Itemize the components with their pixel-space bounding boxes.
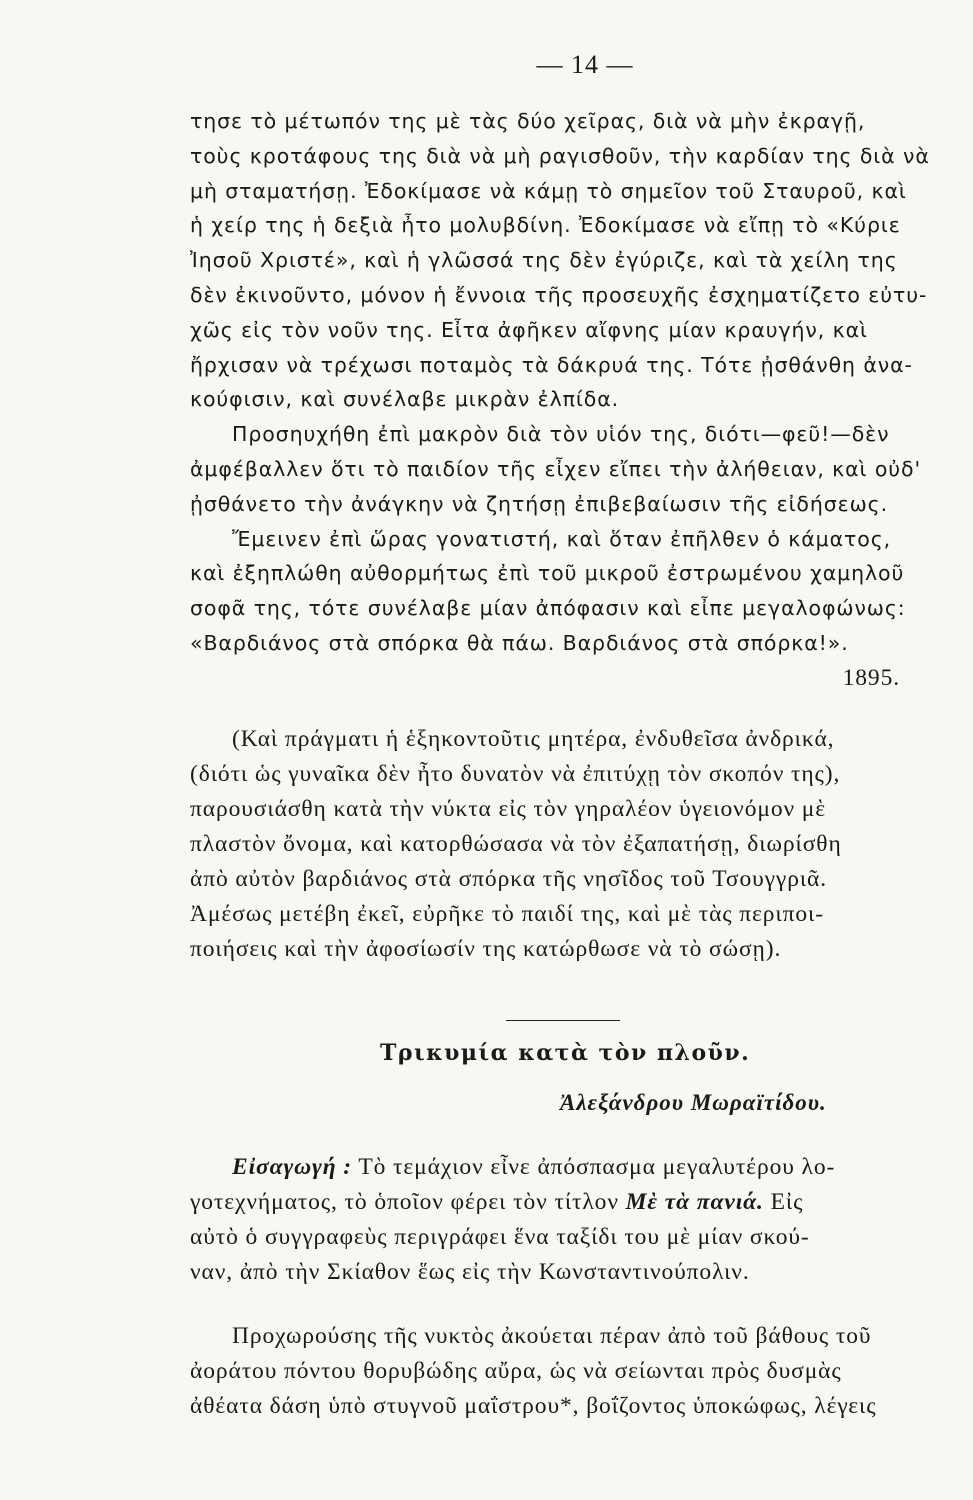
text-line: ἡ χείρ της ἡ δεξιὰ ἦτο μολυβδίνη. Ἐδοκίμασε νὰ εἴπῃ τὸ «Κύριε (190, 213, 901, 238)
text-line: Προχωρούσης τῆς νυκτὸς ἀκούεται πέραν ἀπὸ τοῦ βάθους τοῦ (232, 1323, 872, 1349)
editorial-note (190, 722, 962, 967)
text-line: παρουσιάσθη κατὰ τὴν νύκτα εἰς τὸν γηραλέον ὑγειονόμον μὲ (190, 796, 827, 822)
intro-text: γοτεχνήματος, τὸ ὁποῖον φέρει τὸν τίτλον (190, 1189, 626, 1215)
text-line: δὲν ἐκινοῦντο, μόνον ἡ ἔννοια τῆς προσευχῆς ἐσχηματίζετο εὐτυ- (190, 282, 928, 307)
note-paragraph (190, 722, 962, 967)
text-line: (διότι ὡς γυναῖκα δὲν ἦτο δυνατὸν νὰ ἐπιτύχῃ τὸν σκοπόν της), (190, 761, 841, 787)
text-line: ἀθέατα δάση ὑπὸ στυγνοῦ μαΐστρου*, βοΐζοντος ὑποκώφως, λέγεις (190, 1393, 877, 1419)
text-line: κούφισιν, καὶ συνέλαβε μικρὰν ἐλπίδα. (190, 387, 620, 412)
text-line: σοφᾶ της, τότε συνέλαβε μίαν ἀπόφασιν καὶ εἶπε μεγαλοφώνως: (190, 596, 906, 621)
story-paragraph-2 (190, 417, 962, 521)
section-title: Τρικυμία κατὰ τὸν πλοῦν. (380, 1040, 751, 1066)
text-line: «Βαρδιάνος στὰ σπόρκα θὰ πάω. Βαρδιάνος στὰ σπόρκα!». (190, 630, 849, 655)
text-line: ἤρχισαν νὰ τρέχωσι ποταμὸς τὰ δάκρυά της. Τότε ᾐσθάνθη ἀνα- (190, 352, 913, 377)
story-paragraph-1 (190, 104, 962, 417)
text-line (190, 1150, 962, 1185)
text-line: ἀπὸ αὐτὸν βαρδιάνος στὰ σπόρκα τῆς νησῖδος τοῦ Τσουγγριᾶ. (190, 866, 828, 892)
section-divider (506, 1020, 620, 1021)
text-line: αὐτὸ ὁ συγγραφεὺς περιγράφει ἕνα ταξίδι του μὲ μίαν σκού- (190, 1224, 810, 1250)
text-line: τησε τὸ μέτωπόν της μὲ τὰς δύο χεῖρας, διὰ νὰ μὴν ἐκραγῇ, (190, 109, 866, 133)
text-line: (Καὶ πράγματι ἡ ἑξηκοντοῦτις μητέρα, ἐνδυθεῖσα ἀνδρικά, (232, 726, 835, 752)
story-year: 1895. (842, 664, 900, 691)
text-line: μὴ σταματήσῃ. Ἐδοκίμασε νὰ κάμῃ τὸ σημεῖον τοῦ Σταυροῦ, καὶ (190, 178, 907, 203)
text-line: Προσηυχήθη ἐπὶ μακρὸν διὰ τὸν υἱόν της, διότι—φεῦ!—δὲν (232, 422, 890, 447)
text-line: ἀμφέβαλλεν ὅτι τὸ παιδίον τῆς εἶχεν εἴπει τὴν ἀλήθειαν, καὶ οὐδ' (190, 456, 921, 481)
text-line: πλαστὸν ὄνομα, καὶ κατορθώσασα νὰ τὸν ἐξαπατήσῃ, διωρίσθη (190, 831, 842, 857)
story-ending (190, 104, 962, 696)
text-start (190, 1319, 962, 1424)
text-line: Ἰησοῦ Χριστέ», καὶ ἡ γλῶσσά της δὲν ἐγύριζε, καὶ τὰ χείλη της (190, 248, 898, 273)
text-line: καὶ ἐξηπλώθη αὐθορμήτως ἐπὶ τοῦ μικροῦ ἐστρωμένου χαμηλοῦ (190, 561, 905, 586)
page-number: — 14 — (536, 50, 634, 79)
work-title: Μὲ τὰ πανιά. (625, 1189, 764, 1215)
section-author: Ἀλεξάνδρου Μωραϊτίδου. (560, 1090, 827, 1115)
introduction (190, 1150, 962, 1290)
text-line: Ἀμέσως μετέβη ἐκεῖ, εὐρῆκε τὸ παιδί της, καὶ μὲ τὰς περιποι- (190, 901, 825, 927)
intro-text: Τὸ τεμάχιον εἶνε ἀπόσπασμα μεγαλυτέρου λο- (352, 1154, 836, 1180)
story-paragraph-3 (190, 522, 962, 661)
intro-label: Εἰσαγωγή : (232, 1154, 353, 1180)
text-line: ποιήσεις καὶ τὴν ἀφοσίωσίν της κατώρθωσε νὰ τὸ σώσῃ). (190, 936, 782, 962)
text-line: ναν, ἀπὸ τὴν Σκίαθον ἕως εἰς τὴν Κωνσταντινούπολιν. (190, 1259, 750, 1285)
text-line: χῶς εἰς τὸν νοῦν της. Εἶτα ἀφῆκεν αἴφνης μίαν κραυγήν, καὶ (190, 317, 868, 342)
text-line (190, 1185, 962, 1220)
text-paragraph (190, 1319, 962, 1424)
text-line: Ἔμεινεν ἐπὶ ὥρας γονατιστή, καὶ ὅταν ἐπῆλθεν ὁ κάματος, (232, 526, 892, 551)
text-line: τοὺς κροτάφους της διὰ νὰ μὴ ραγισθοῦν, τὴν καρδίαν της διὰ νὰ (190, 143, 930, 168)
intro-text: Εἰς (763, 1189, 804, 1215)
text-line: ἀοράτου πόντου θορυβώδης αὔρα, ὡς νὰ σείωνται πρὸς δυσμὰς (190, 1358, 842, 1384)
text-line: ᾐσθάνετο τὴν ἀνάγκην νὰ ζητήσῃ ἐπιβεβαίωσιν τῆς εἰδήσεως. (190, 491, 889, 516)
intro-paragraph (190, 1150, 962, 1290)
